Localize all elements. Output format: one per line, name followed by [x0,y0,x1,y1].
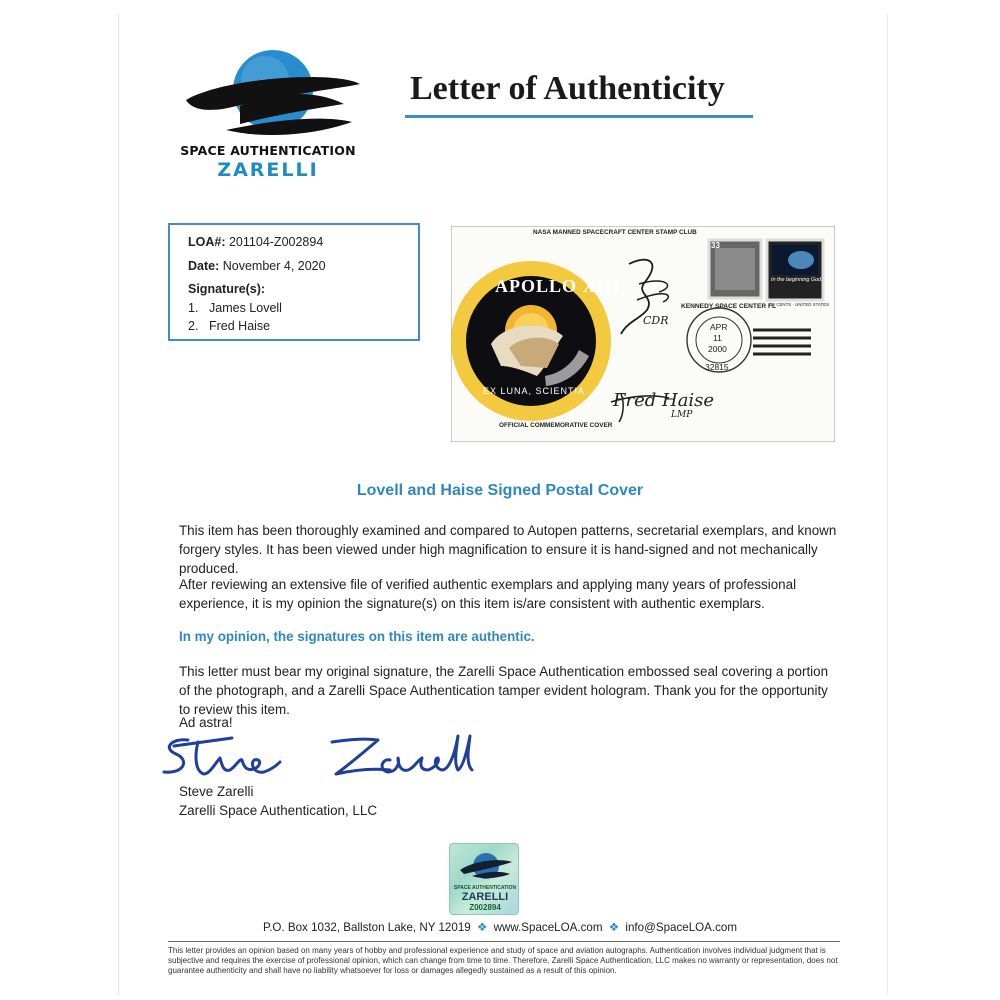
signer-block [179,782,377,820]
date-label: Date: [188,258,220,273]
postmark-year: 2000 [708,344,727,354]
loa-number-value: 201104-Z002894 [228,235,324,249]
loa-number-label: LOA#: [188,235,226,249]
paragraph-review: After reviewing an extensive file of verified authentic exemplars and applying many years of professional experience, it is my opinion the signature(s) on this item is/are consistent with authentic exemplars. [179,577,797,611]
signature-name: Fred Haise [209,319,271,333]
disclaimer-text: This letter provides an opinion based on many years of hobby and professional experience and study of space and aviation autographs. Authentication involves individual judgment that is subjective and requires the exercise of professional opinion, which can change from time to time. Therefore, Zarelli Space Authentication, LLC makes no warranty or representation, does not guarantee authenticity and shall have no liability whatsoever for loss or damages allegedly sustained as a result of this opinion. [168,946,838,976]
paragraph-examination: This item has been thoroughly examined and compared to Autopen patterns, secretarial exemplars, and known forgery styles. It has been viewed under high magnification to ensure it is hand-signed and not mechanically produced. [179,523,837,576]
loa-info-box [168,223,420,341]
website-link[interactable]: www.SpaceLOA.com [493,921,603,934]
patch-motto: EX LUNA, SCIENTIA [483,386,586,396]
signature-list-item: 2. Fred Haise [188,317,408,336]
haise-signature-name: Fred Haise [613,390,715,411]
signatures-label: Signature(s): [188,282,266,296]
haise-role: LMP [671,410,693,420]
loa-number-row [188,233,408,252]
signer-name: Steve Zarelli [179,784,254,799]
hologram-serial-number: Z002894 [469,903,501,912]
postal-address: P.O. Box 1032, Ballston Lake, NY 12019 [262,921,471,934]
signature-list-item: 1. James Lovell [188,299,408,318]
postmark-zip: 32815 [705,362,729,372]
stamp-value: 33 [711,241,720,250]
hologram-text-zarelli: ZARELLI [461,891,509,903]
postmark-day: 11 [713,333,722,343]
contact-line [0,920,1000,934]
logo-text-space-authentication: SPACE AUTHENTICATION [180,143,356,158]
zarelli-logo [168,48,368,193]
cover-footer-text: OFFICIAL COMMEMORATIVE COVER [499,422,613,429]
date-value: November 4, 2020 [222,258,326,273]
logo-text-zarelli: ZARELLI [217,159,319,181]
stamp-caption: In the beginning God... [771,277,826,283]
separator-icon: ❖ [476,921,488,934]
separator-icon: ❖ [608,921,620,934]
postmark-city: KENNEDY SPACE CENTER FL [681,303,777,310]
patch-title: APOLLO XIII [495,276,621,296]
postmark-month: APR [710,322,728,332]
hologram-logo-icon [450,844,520,886]
hologram-text-authentication: SPACE AUTHENTICATION [453,885,517,891]
lovell-role: CDR [643,314,669,327]
signature-name: James Lovell [209,300,282,315]
email-link[interactable]: info@SpaceLOA.com [625,921,738,934]
date-row [188,257,408,276]
paragraph-requirements: This letter must bear my original signature, the Zarelli Space Authentication embossed seal covering a portion of the photograph, and a Zarelli Space Authentication tamper evident hologram. Thank you for the opportunity to review this item. [179,664,829,717]
stamp-country: US CENTS · UNITED STATES [769,302,830,307]
signer-company: Zarelli Space Authentication, LLC [179,803,378,818]
page-title: Letter of Authenticity [410,70,725,107]
postal-cover-photo [451,226,835,442]
closing-salutation: Ad astra! [179,715,233,730]
title-underline [405,115,753,118]
paragraph-opinion: In my opinion, the signatures on this item are authentic. [179,629,535,644]
item-heading: Lovell and Haise Signed Postal Cover [356,482,644,499]
footer-divider [168,941,840,942]
cover-club-text: NASA MANNED SPACECRAFT CENTER STAMP CLUB [533,229,697,236]
tamper-evident-hologram [449,843,519,915]
